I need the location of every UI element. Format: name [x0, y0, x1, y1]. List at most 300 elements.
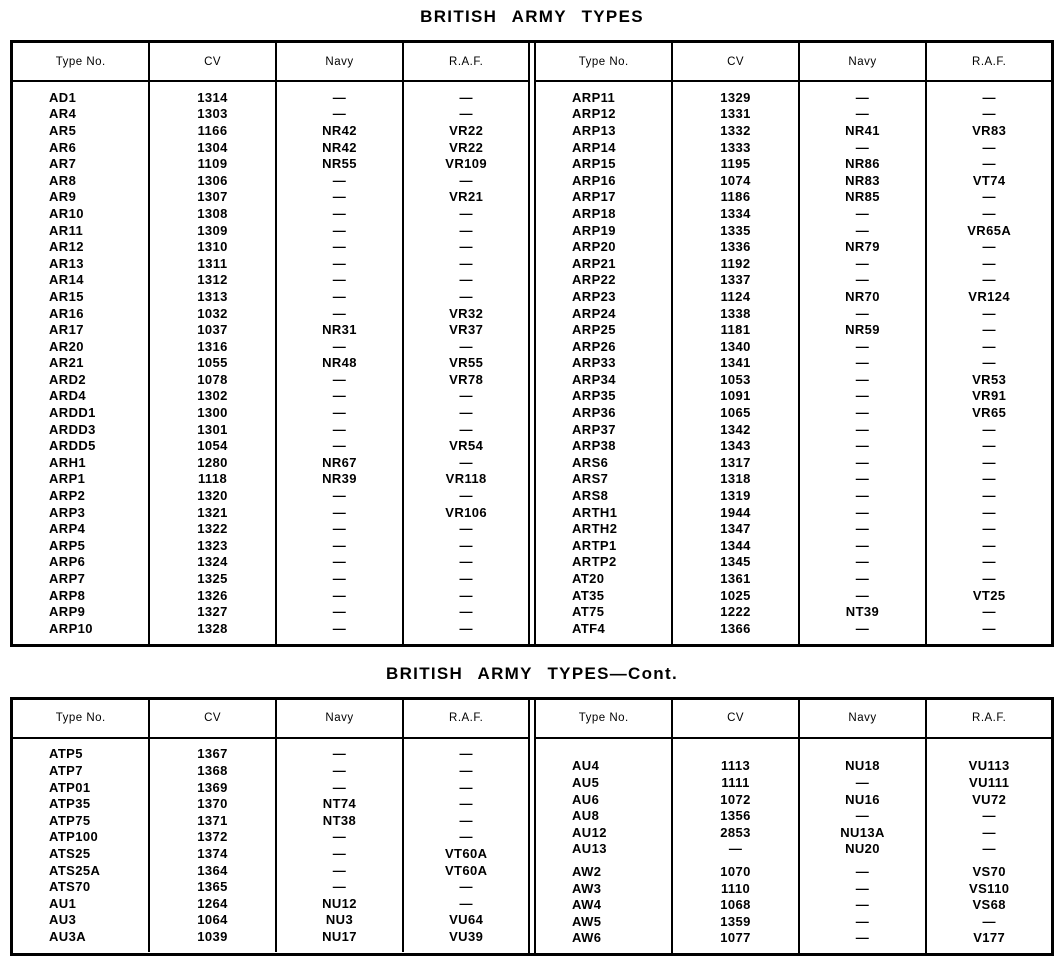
army-types-left-grid: [13, 43, 528, 644]
table-row: [13, 272, 528, 289]
table-row: [536, 371, 1051, 388]
table-row: [13, 928, 528, 952]
cell: —: [276, 404, 404, 421]
cell: ARP10: [13, 620, 149, 644]
army-types-cont-table-left-half: [13, 700, 530, 954]
table-row: [13, 222, 528, 239]
cell: —: [799, 554, 927, 571]
table-row: [536, 504, 1051, 521]
cell: ATF4: [536, 620, 672, 644]
cell: 1313: [149, 288, 275, 305]
table-row: [13, 388, 528, 405]
cell: AR10: [13, 205, 149, 222]
cell: ARP7: [13, 570, 149, 587]
cell: NU17: [276, 928, 404, 952]
table-row: [536, 570, 1051, 587]
cell: ARDD5: [13, 437, 149, 454]
cell: AR5: [13, 122, 149, 139]
cell: NT74: [276, 795, 404, 812]
cell: 1322: [149, 520, 275, 537]
cell: —: [799, 421, 927, 438]
cell: VT74: [972, 172, 1006, 188]
cell: VU113: [968, 758, 1010, 774]
cell: VU64: [449, 912, 484, 928]
table-row: [536, 81, 1051, 106]
cell: —: [276, 554, 404, 571]
cell: VR53: [972, 371, 1007, 387]
cell: —: [799, 487, 927, 504]
cell: ARD4: [13, 388, 149, 405]
cell: ARP22: [536, 272, 672, 289]
table-row: [13, 238, 528, 255]
cell: ATS70: [13, 878, 149, 895]
cell: ARP15: [536, 155, 672, 172]
cell: ARP19: [536, 222, 672, 239]
cell: —: [982, 521, 996, 537]
cell: 1365: [149, 878, 275, 895]
cell: —: [276, 288, 404, 305]
cell: NR39: [276, 471, 404, 488]
cell: —: [459, 895, 473, 911]
cell: NR85: [799, 189, 927, 206]
cell: 1326: [149, 587, 275, 604]
cell: 1312: [149, 272, 275, 289]
cell: ARP17: [536, 189, 672, 206]
cell: —: [982, 322, 996, 338]
table-row: [536, 404, 1051, 421]
cell: VS70: [972, 863, 1006, 879]
cell: AD1: [13, 81, 149, 106]
cell: —: [276, 305, 404, 322]
table-row: [13, 106, 528, 123]
cell: NR42: [276, 122, 404, 139]
cell: 1364: [149, 862, 275, 879]
cell: ARP14: [536, 139, 672, 156]
cell: 1055: [149, 355, 275, 372]
column-header: Navy: [276, 43, 404, 81]
table-row: [13, 895, 528, 912]
cell: —: [276, 255, 404, 272]
cell: —: [276, 829, 404, 846]
cell: 1118: [149, 471, 275, 488]
table-row: [536, 205, 1051, 222]
table-row: [536, 272, 1051, 289]
cell: —: [982, 106, 996, 122]
table-row: [536, 238, 1051, 255]
table-row: [536, 774, 1051, 791]
cell: ARP21: [536, 255, 672, 272]
cell: VT25: [972, 587, 1006, 603]
cell: 1318: [672, 471, 798, 488]
cell: AT20: [536, 570, 672, 587]
cell: 1124: [672, 288, 798, 305]
cell: VR78: [449, 371, 484, 387]
cell: —: [799, 587, 927, 604]
table-body: [536, 738, 1051, 954]
cell: AU1: [13, 895, 149, 912]
cell: VR106: [445, 504, 488, 520]
cell: NR42: [276, 139, 404, 156]
cell: 1111: [672, 774, 798, 791]
cell: 1335: [672, 222, 798, 239]
cell: —: [982, 488, 996, 504]
cell: —: [276, 878, 404, 895]
table-row: [536, 603, 1051, 620]
cell: NU3: [276, 912, 404, 929]
table-row: [13, 878, 528, 895]
cell: VS110: [969, 880, 1010, 896]
cell: VR91: [972, 388, 1007, 404]
cell: ARP1: [13, 471, 149, 488]
table-row: [13, 122, 528, 139]
cell: VU39: [449, 928, 484, 944]
table-row: [536, 305, 1051, 322]
cell: —: [459, 338, 473, 354]
table-row: [536, 421, 1051, 438]
cell: AU3A: [13, 928, 149, 952]
cell: —: [982, 808, 996, 824]
table-row: [536, 791, 1051, 808]
cell: —: [799, 857, 927, 880]
cell: VR109: [445, 156, 488, 172]
cell: 1370: [149, 795, 275, 812]
army-types-right-grid: [536, 43, 1051, 644]
table-row: [536, 487, 1051, 504]
cell: —: [459, 405, 473, 421]
table-row: [13, 321, 528, 338]
cell: ARP8: [13, 587, 149, 604]
cell: —: [799, 807, 927, 824]
cell: AR6: [13, 139, 149, 156]
table-row: [13, 603, 528, 620]
table-row: [13, 779, 528, 796]
cell: ARP6: [13, 554, 149, 571]
column-header: R.A.F.: [926, 700, 1051, 738]
cell: 1334: [672, 205, 798, 222]
cell: —: [982, 239, 996, 255]
cell: AR11: [13, 222, 149, 239]
cell: VR118: [445, 471, 487, 487]
cell: VR55: [449, 355, 484, 371]
cell: NR59: [799, 321, 927, 338]
cell: —: [982, 89, 996, 105]
cell: NU18: [799, 738, 927, 775]
cell: —: [799, 388, 927, 405]
cell: ARP33: [536, 355, 672, 372]
table-row: [536, 122, 1051, 139]
table-row: [13, 862, 528, 879]
cell: ARP5: [13, 537, 149, 554]
cell: 1367: [149, 738, 275, 763]
cell: —: [982, 139, 996, 155]
cell: —: [799, 930, 927, 954]
cell: 1110: [672, 880, 798, 897]
cell: —: [982, 571, 996, 587]
cell: 1320: [149, 487, 275, 504]
cell: —: [982, 841, 996, 857]
table-row: [536, 896, 1051, 913]
cell: —: [276, 620, 404, 644]
cell: 1068: [672, 896, 798, 913]
table-row: [13, 504, 528, 521]
column-header-row: [13, 43, 528, 81]
cell: —: [459, 746, 473, 762]
cell: —: [799, 520, 927, 537]
cell: 1344: [672, 537, 798, 554]
cell: —: [672, 841, 798, 858]
cell: 1359: [672, 913, 798, 930]
cell: ARS7: [536, 471, 672, 488]
cell: —: [276, 189, 404, 206]
cell: —: [799, 371, 927, 388]
cell: —: [459, 537, 473, 553]
cell: —: [276, 570, 404, 587]
table-row: [13, 255, 528, 272]
cell: ARP2: [13, 487, 149, 504]
cell: ARDD1: [13, 404, 149, 421]
cell: —: [982, 454, 996, 470]
table-row: [13, 155, 528, 172]
cell: ATS25A: [13, 862, 149, 879]
cell: ARP25: [536, 321, 672, 338]
cell: —: [799, 139, 927, 156]
cell: —: [799, 272, 927, 289]
cell: —: [799, 404, 927, 421]
cell: —: [459, 255, 473, 271]
cell: ARS8: [536, 487, 672, 504]
cell: AR20: [13, 338, 149, 355]
cell: —: [982, 205, 996, 221]
cell: AU12: [536, 824, 672, 841]
cell: 1113: [672, 738, 798, 775]
cell: NU20: [799, 841, 927, 858]
cell: —: [276, 520, 404, 537]
cell: —: [276, 338, 404, 355]
header-row: [536, 700, 1051, 738]
cell: —: [276, 205, 404, 222]
cell: —: [799, 913, 927, 930]
cell: AT75: [536, 603, 672, 620]
cell: 1304: [149, 139, 275, 156]
cell: —: [799, 537, 927, 554]
table-row: [536, 824, 1051, 841]
cell: ARTH1: [536, 504, 672, 521]
cell: AR21: [13, 355, 149, 372]
cell: 1343: [672, 437, 798, 454]
table-row: [13, 912, 528, 929]
cell: —: [459, 762, 473, 778]
cell: 1337: [672, 272, 798, 289]
table-row: [536, 139, 1051, 156]
table-row: [13, 288, 528, 305]
cell: 1325: [149, 570, 275, 587]
cell: AR8: [13, 172, 149, 189]
cell: AU13: [536, 841, 672, 858]
cell: —: [276, 272, 404, 289]
page-title: BRITISH ARMY TYPES: [420, 7, 644, 26]
cell: AR14: [13, 272, 149, 289]
cell: —: [982, 471, 996, 487]
cell: 1328: [149, 620, 275, 644]
cell: 1053: [672, 371, 798, 388]
column-header: CV: [672, 700, 798, 738]
cell: —: [459, 554, 473, 570]
cell: 1264: [149, 895, 275, 912]
cell: VT60A: [444, 862, 488, 878]
cell: —: [459, 521, 473, 537]
cell: ATP5: [13, 738, 149, 763]
cell: VU72: [972, 791, 1007, 807]
cell: VR54: [449, 438, 484, 454]
cell: AW5: [536, 913, 672, 930]
column-header: R.A.F.: [926, 43, 1051, 81]
cell: VR124: [968, 288, 1011, 304]
cell: ARP3: [13, 504, 149, 521]
cell: ARS6: [536, 454, 672, 471]
table-row: [13, 829, 528, 846]
table-row: [536, 520, 1051, 537]
cell: VR83: [972, 122, 1007, 138]
table-row: [13, 471, 528, 488]
table-row: [13, 845, 528, 862]
cell: —: [799, 355, 927, 372]
table-row: [536, 388, 1051, 405]
cell: ARP37: [536, 421, 672, 438]
table-row: [536, 155, 1051, 172]
table-row: [536, 222, 1051, 239]
cell: —: [276, 845, 404, 862]
column-header-row: [536, 43, 1051, 81]
table-row: [536, 454, 1051, 471]
table-row: [536, 537, 1051, 554]
cell: 1072: [672, 791, 798, 808]
cell: 1321: [149, 504, 275, 521]
cell: AU4: [536, 738, 672, 775]
cell: AR16: [13, 305, 149, 322]
cell: 1070: [672, 857, 798, 880]
cell: —: [459, 779, 473, 795]
army-types-table-right-half: [534, 43, 1051, 644]
cell: 1329: [672, 81, 798, 106]
cell: 1317: [672, 454, 798, 471]
cell: —: [276, 421, 404, 438]
table-row: [13, 554, 528, 571]
cell: ARP16: [536, 172, 672, 189]
cell: 1369: [149, 779, 275, 796]
table-row: [536, 321, 1051, 338]
cell: —: [276, 106, 404, 123]
army-types-table: [10, 40, 1054, 647]
cell: 1192: [672, 255, 798, 272]
cell: 1308: [149, 205, 275, 222]
table-row: [13, 404, 528, 421]
cell: 1345: [672, 554, 798, 571]
table-row: [13, 355, 528, 372]
cell: —: [982, 824, 996, 840]
cell: NR70: [799, 288, 927, 305]
cell: —: [799, 222, 927, 239]
cell: 1303: [149, 106, 275, 123]
cell: 1368: [149, 762, 275, 779]
cell: —: [982, 913, 996, 929]
table-body: [536, 81, 1051, 644]
cell: ARP9: [13, 603, 149, 620]
cell: 1309: [149, 222, 275, 239]
cell: NR83: [799, 172, 927, 189]
cell: 1109: [149, 155, 275, 172]
cell: ARP23: [536, 288, 672, 305]
cell: ARD2: [13, 371, 149, 388]
cell: 1280: [149, 454, 275, 471]
cell: —: [799, 454, 927, 471]
cell: 1037: [149, 321, 275, 338]
cell: ARP11: [536, 81, 672, 106]
table-body: [13, 81, 528, 644]
cell: —: [276, 504, 404, 521]
table-row: [13, 305, 528, 322]
table-row: [13, 421, 528, 438]
cell: 1944: [672, 504, 798, 521]
cell: —: [799, 880, 927, 897]
army-types-table-left-half: [13, 43, 530, 644]
cell: 1300: [149, 404, 275, 421]
table-row: [13, 454, 528, 471]
cell: —: [276, 388, 404, 405]
table-row: [536, 338, 1051, 355]
cell: AR13: [13, 255, 149, 272]
table-row: [536, 807, 1051, 824]
cell: ARP35: [536, 388, 672, 405]
cell: 1332: [672, 122, 798, 139]
cell: NU16: [799, 791, 927, 808]
cell: —: [982, 338, 996, 354]
cell: 1338: [672, 305, 798, 322]
cell: NR31: [276, 321, 404, 338]
cell: ARP18: [536, 205, 672, 222]
cell: 1323: [149, 537, 275, 554]
cell: 1077: [672, 930, 798, 954]
cell: —: [276, 172, 404, 189]
cell: —: [459, 571, 473, 587]
cell: 1327: [149, 603, 275, 620]
cell: ARP36: [536, 404, 672, 421]
army-types-cont-table-right-half: [534, 700, 1051, 954]
cell: —: [982, 554, 996, 570]
cell: 1091: [672, 388, 798, 405]
cell: VR32: [449, 305, 484, 321]
page-title-continued: BRITISH ARMY TYPES—Cont.: [386, 663, 678, 683]
cell: 1065: [672, 404, 798, 421]
cell: 2853: [672, 824, 798, 841]
cell: ARP13: [536, 122, 672, 139]
table-row: [13, 812, 528, 829]
table-row: [536, 587, 1051, 604]
cell: AU6: [536, 791, 672, 808]
cell: AR7: [13, 155, 149, 172]
table-row: [13, 587, 528, 604]
cell: —: [459, 239, 473, 255]
cell: NR79: [799, 238, 927, 255]
cell: 1195: [672, 155, 798, 172]
cell: —: [276, 437, 404, 454]
cell: —: [459, 89, 473, 105]
table-row: [13, 189, 528, 206]
header-row: [13, 43, 528, 81]
cell: VU111: [969, 774, 1010, 790]
cell: —: [982, 537, 996, 553]
cell: NR41: [799, 122, 927, 139]
column-header: R.A.F.: [403, 43, 528, 81]
